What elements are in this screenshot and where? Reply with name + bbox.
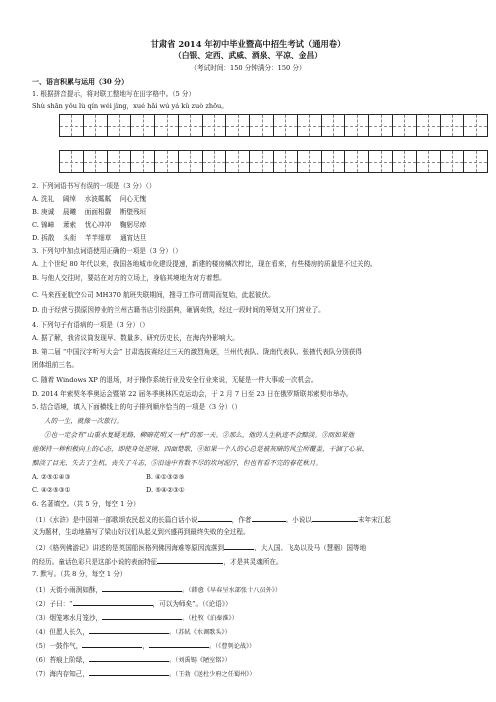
q5-lead: 人的一生，就像一次旅行。	[44, 417, 124, 425]
q4-option-d: D. 2014 年索契冬季奥运会暨第 22 届冬季奥林匹克运动会，于 2 月 7 日至 23 日在俄罗斯联邦索契市举办。	[32, 390, 353, 398]
q2-stem: 2. 下列词语书写有误的一项是（3 分）（）	[32, 182, 156, 190]
q2-option-a: A. 洗礼 阔绰 水波粼粼 问心无愧	[32, 195, 147, 203]
section-heading: 一、语言积累与运用（30 分）	[32, 77, 129, 86]
answer-blank[interactable]	[73, 599, 153, 606]
q7-line-4: （4）但愿人长久， 。（苏轼《水调歌头》）	[32, 628, 231, 636]
q6-line-3: （2）《格列佛游记》讲述的是英国船医格列佛因海难等原因流落到 、大人国、飞岛以及马（慧骃）国等地	[32, 544, 367, 552]
q2-option-b: B. 庚诚 晨曦 面面相觑 断壁残垣	[32, 208, 147, 216]
writing-grid-row-2[interactable]	[59, 150, 488, 173]
q6-line-2: 义为题材，生动地描写了梁山好汉们从起义到兴盛再到最终失败的全过程。	[32, 528, 250, 536]
q4-option-c: C. 随着 Windows XP 的退场，对于操作系统行业及安全行业来说，无疑是一件大事或一次机会。	[32, 376, 318, 384]
answer-blank[interactable]	[157, 557, 223, 564]
q7-line-7: （7）海内存知己， 。（王勃《送杜少府之任蜀州》）	[32, 670, 256, 678]
q5-option-a: A. ②⑤①④③	[32, 473, 71, 481]
q6-line-1: （1）《水浒》是中国第一部歌颂农民起义的长篇白话小说 ，作者 。小说以 末年宋江起	[32, 516, 391, 524]
q5-passage-1: ①也一定会有“山重水复疑无路，柳暗花明又一村”的那一天。②那么，他的人生轨迹不会黯淡。③而如果他	[44, 431, 355, 439]
answer-blank[interactable]	[252, 515, 286, 522]
answer-blank[interactable]	[312, 515, 358, 522]
q3-option-b: B. 与他人交往时，要站在对方的立场上，身临其境地为对方着想。	[32, 274, 226, 282]
q1-stem: 1. 根据拼音提示，将对联工整地写在田字格中。（5 分）	[32, 90, 196, 98]
q4-option-b-cont: 团体组前三名。	[32, 361, 79, 369]
q7-line-1: （1）天街小雨润如酥， 。（韩愈《早春呈水部张十八员外》）	[32, 586, 282, 594]
q5-option-d: D. ⑤④②③①	[146, 486, 185, 494]
q7-line-6: （6）苔痕上阶绿， 。（刘禹锡《陋室铭》）	[32, 656, 231, 664]
exam-note: （考试时间：150 分钟满分：150 分）	[190, 64, 306, 72]
answer-blank[interactable]	[224, 543, 254, 550]
q4-stem: 4. 下列句子有语病的一项是（3 分）（）	[32, 321, 149, 329]
q5-option-b: B. ④①③②⑤	[146, 473, 185, 481]
q6-line-4: 的经历。童话色彩只是这部小说的表面特征 ，才是其灵魂所在。	[32, 558, 283, 566]
q7-line-3: （3）烟笼寒水月笼沙， 。（杜牧《泊秦淮》）	[32, 614, 238, 622]
writing-grid-row-1[interactable]	[59, 114, 488, 137]
answer-blank[interactable]	[102, 585, 182, 592]
q7-line-5: （5）一鼓作气， ， 。（《曹刿论战》）	[32, 642, 256, 650]
q4-option-b: B. 第二届 “中国汉字听写大会” 甘肃选拔赛经过三天的激烈角逐，兰州代表队、陇南代表队、张掖代表队分别获得	[32, 348, 362, 356]
q5-option-c: C. ④②⑤③①	[32, 486, 71, 494]
answer-blank[interactable]	[149, 641, 209, 648]
q3-option-d: D. 由于经营亏损原因停业的兰州古籍书店引经据典，砸锅卖铁，经过一段时间的筹划又开门营业了。	[32, 306, 325, 314]
q3-stem: 3. 下列句中加点词语使用正确的一项是（3 分）（）	[32, 247, 182, 255]
answer-blank[interactable]	[102, 613, 182, 620]
q5-passage-3: 黯淡了目光、失去了生机、丧失了斗志，⑤沿途中有数不尽的坎坷泥泞，但也有看不完的春花秋月。	[32, 459, 323, 467]
exam-cities: （白银、定西、武威、酒泉、平凉、金昌）	[173, 51, 323, 60]
q7-line-2: （2）子曰：“ ，可以为师矣”。（《论语》）	[32, 600, 232, 608]
answer-blank[interactable]	[82, 641, 142, 648]
q3-option-a: A. 上个世纪 80 年代以来，我国各地城市化建设提速，新建的楼房鳞次栉比，现在看来，有些楼房的质量是不过关的。	[32, 260, 377, 268]
q5-stem: 5. 结合语境，填入下面横线上的句子排列顺序恰当的一项是（3 分）（）	[32, 403, 242, 411]
answer-blank[interactable]	[89, 669, 169, 676]
q1-pinyin: Shù shān yǒu lù qín wéi jìng，xué hǎi wú yá kǔ zuò zhōu。	[32, 102, 228, 110]
q3-option-c: C. 马来西亚航空公司 MH370 航班失联期间，搜寻工作可谓周而复始，此起彼伏。	[32, 291, 275, 299]
answer-blank[interactable]	[89, 627, 169, 634]
q7-stem: 7. 默写。（共 8 分，每空 1 分）	[32, 570, 127, 578]
q2-option-d: D. 拆散 头衔 芊芊细草 通宵达旦	[32, 234, 147, 242]
answer-blank[interactable]	[89, 655, 169, 662]
exam-title: 甘肃省 2014 年初中毕业暨高中招生考试（通用卷）	[150, 39, 346, 49]
q6-stem: 6. 名著填空。（共 5 分，每空 1 分）	[32, 500, 140, 508]
q4-option-a: A. 据了解，我省议筒发现早、数量多、研究历史长，在海内外影响大。	[32, 334, 239, 342]
answer-blank[interactable]	[198, 515, 232, 522]
q5-passage-2: 能保持一种积极向上的心态，即使身处逆境、四面楚歌，④如果一个人的心总是被灰暗的风尘所覆盖，干涸了心泉、	[32, 445, 369, 453]
q2-option-c: C. 锦嶂 萧索 忧心冲冲 鞠躬尽瘁	[32, 221, 147, 229]
